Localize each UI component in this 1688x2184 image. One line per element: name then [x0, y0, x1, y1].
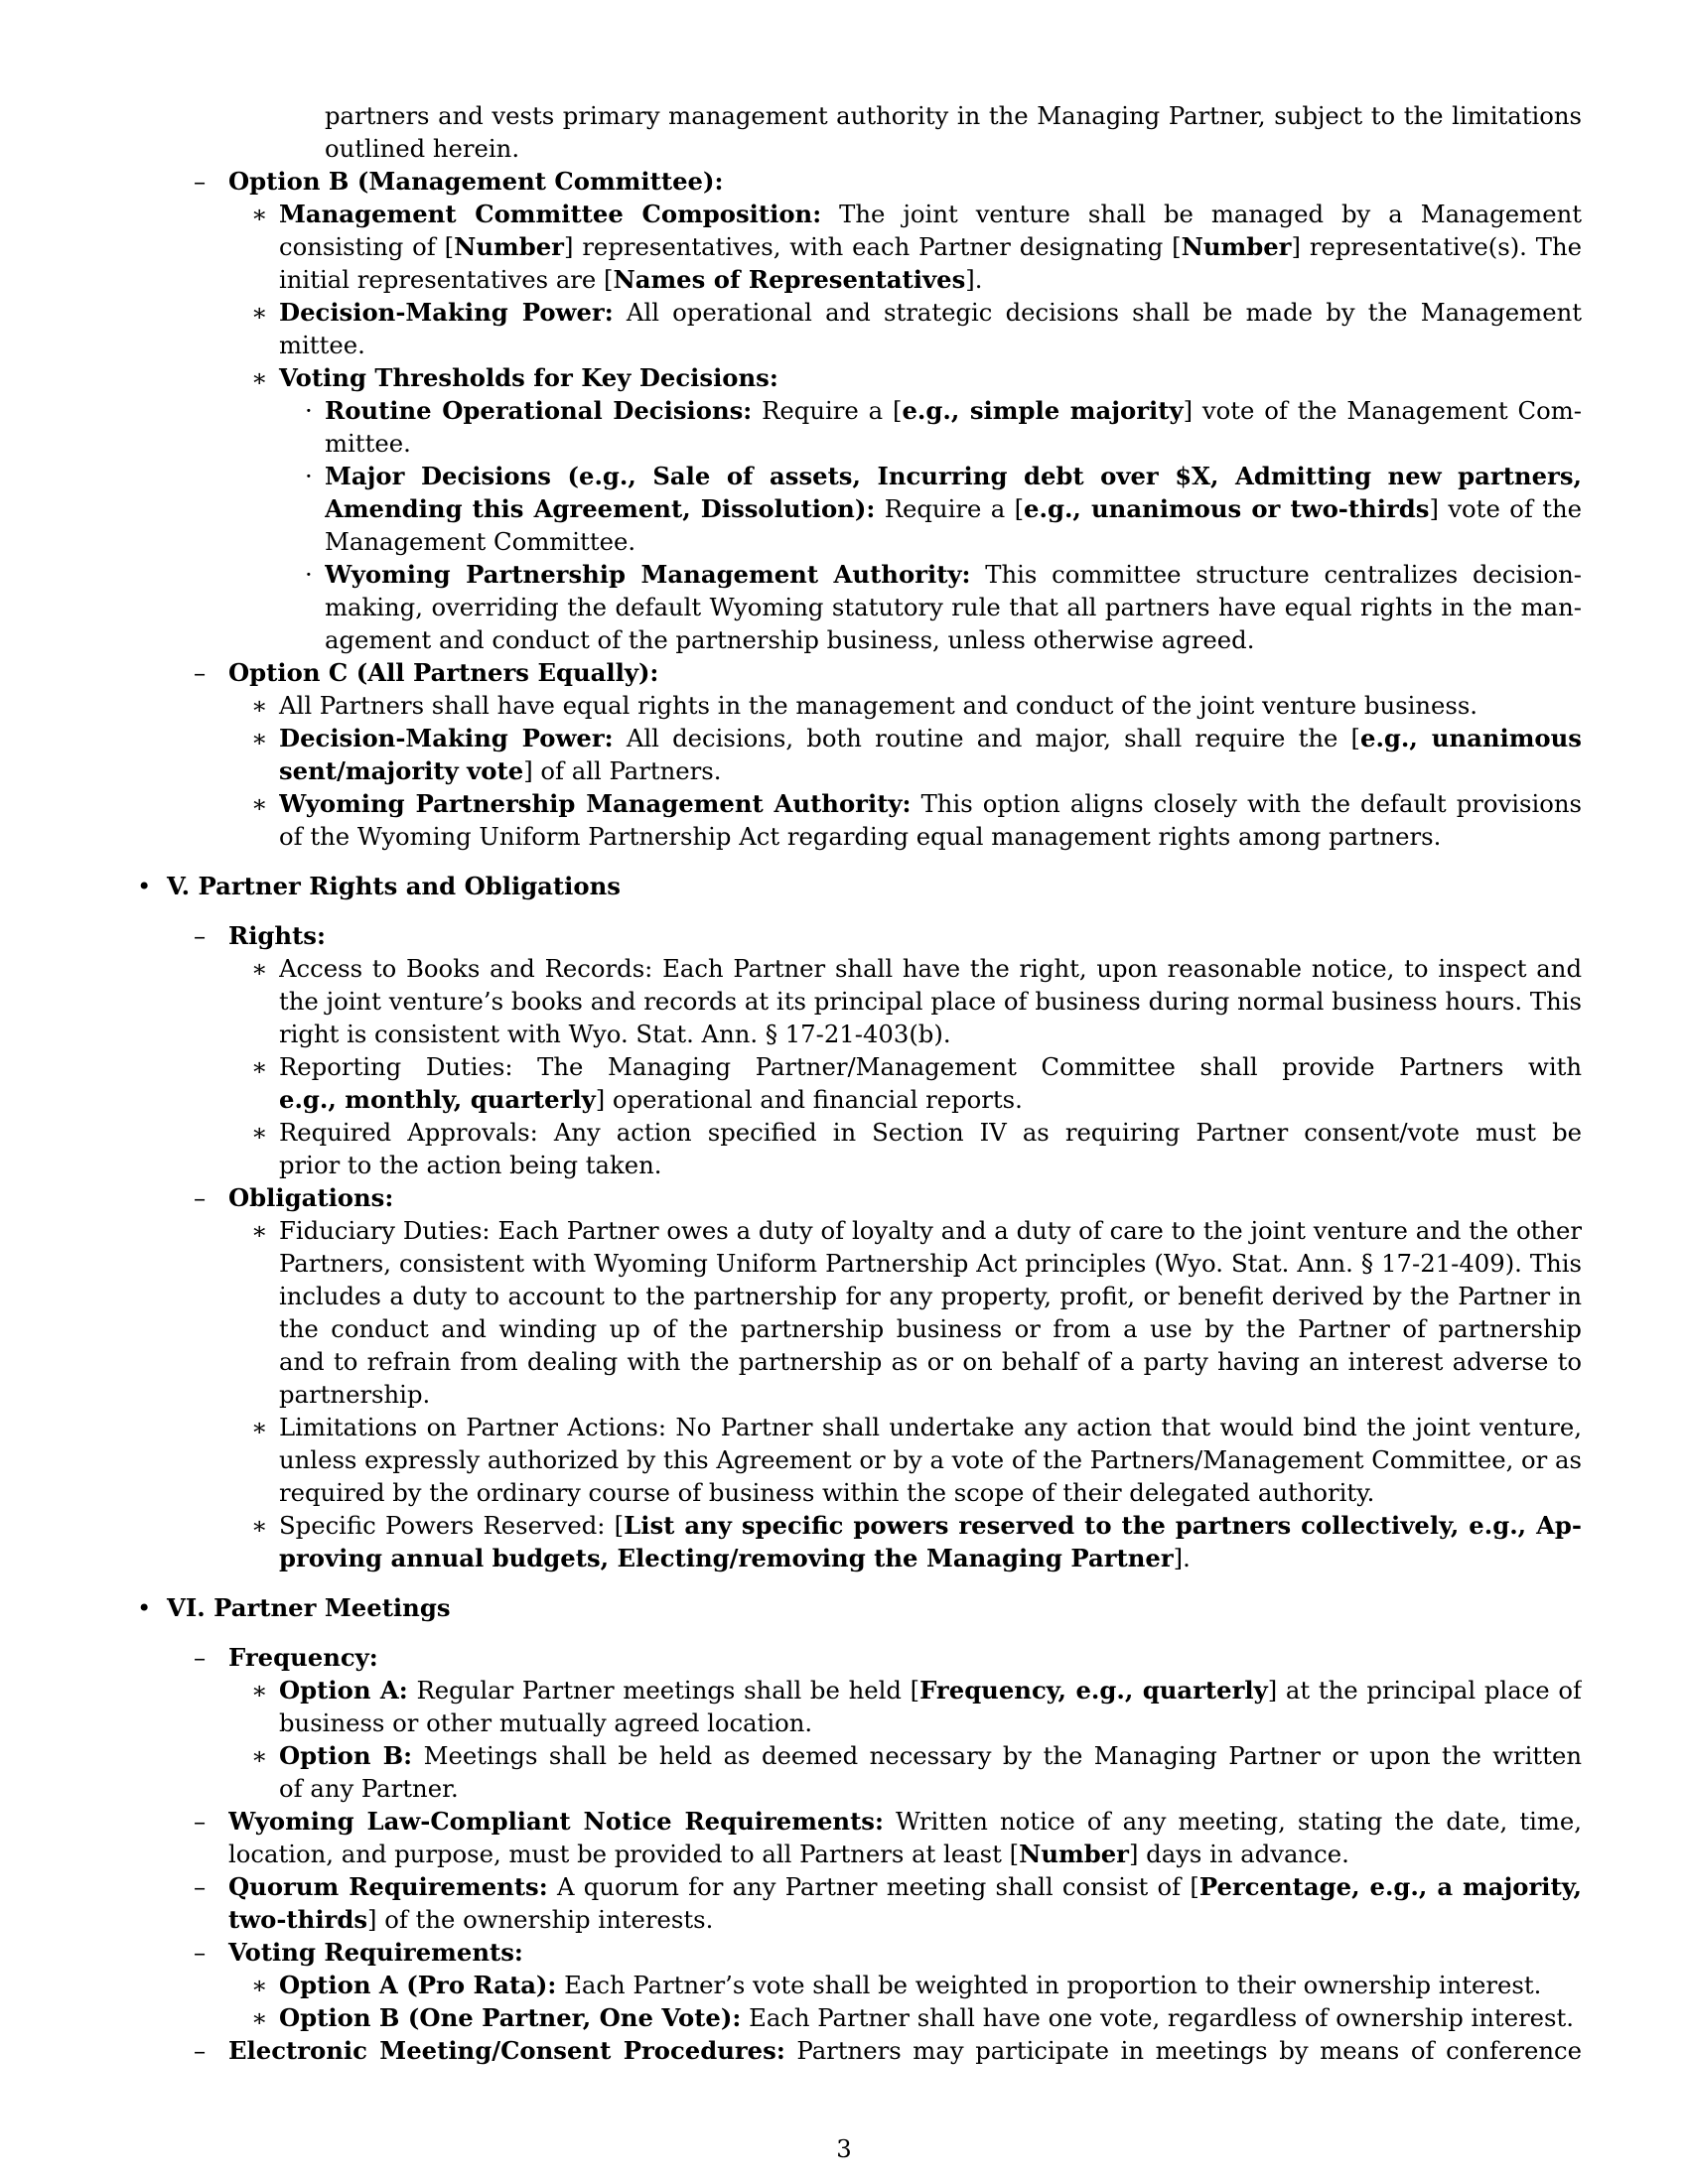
page-number: 3	[836, 2134, 852, 2163]
text-run: ].	[1173, 1544, 1191, 1572]
bold-run: Frequency, e.g., quarterly	[919, 1676, 1268, 1705]
text-line	[279, 1411, 1582, 1443]
bold-run: proving annual budgets, Electing/removing the Managing Partner	[279, 1544, 1174, 1572]
bold-run: Option B (Management Committee):	[228, 167, 724, 196]
bold-run: Voting Thresholds for Key Decisions:	[279, 363, 778, 392]
text-run: outlined herein.	[325, 134, 520, 163]
text-line	[279, 361, 778, 394]
dash-marker: –	[194, 167, 207, 196]
text-line	[279, 722, 1582, 754]
text-run: mittee.	[279, 331, 365, 359]
asterisk-marker: ∗	[251, 1676, 268, 1705]
asterisk-marker: ∗	[251, 363, 268, 392]
text-run: of the Wyoming Uniform Partnership Act regarding equal management rights among partners.	[279, 822, 1442, 851]
text-run: All operational and strategic decisions shall be made by the Management	[626, 298, 1582, 327]
text-line	[325, 492, 1582, 525]
bold-run: Decision-Making Power:	[279, 298, 614, 327]
text-run: agement and conduct of the partnership business, unless otherwise agreed.	[325, 625, 1255, 654]
text-line	[279, 263, 982, 296]
text-line	[279, 1706, 812, 1739]
section-heading	[167, 1591, 451, 1624]
asterisk-marker: ∗	[251, 1216, 268, 1245]
text-run: Fiduciary Duties: Each Partner owes a duty of loyalty and a duty of care to the joint venture and the other	[279, 1216, 1582, 1245]
text-line	[228, 1903, 713, 1936]
asterisk-marker: ∗	[251, 954, 268, 983]
text-line	[325, 591, 1582, 623]
bold-run: VI. Partner Meetings	[167, 1593, 451, 1622]
text-line	[279, 1018, 951, 1050]
text-run: of any Partner.	[279, 1774, 459, 1803]
text-line	[279, 1476, 1374, 1509]
text-line	[325, 558, 1582, 591]
text-line	[279, 1312, 1582, 1345]
text-line	[228, 1838, 1349, 1870]
text-line	[279, 1247, 1582, 1280]
text-run: The joint venture shall be managed by a Management	[839, 200, 1582, 228]
text-run: This option aligns closely with the default provisions	[911, 789, 1582, 818]
text-line	[228, 1805, 1582, 1838]
text-run: Written notice of any meeting, stating the date, time,	[883, 1807, 1582, 1836]
text-run: Regular Partner meetings shall be held [	[407, 1676, 920, 1705]
bold-run: e.g., monthly, quarterly	[279, 1085, 596, 1114]
text-run: prior to the action being taken.	[279, 1151, 662, 1179]
section-heading	[167, 870, 621, 902]
bold-run: sent/majority vote	[279, 756, 524, 785]
text-run: A quorum for any Partner meeting shall consist of [	[547, 1872, 1199, 1901]
text-line	[279, 1083, 1023, 1116]
text-line	[279, 2001, 1574, 2034]
bold-run: Decision-Making Power:	[279, 724, 614, 752]
bold-run: Option B (One Partner, One Vote):	[279, 2003, 742, 2032]
asterisk-marker: ∗	[251, 1741, 268, 1770]
text-run: making, overriding the default Wyoming statutory rule that all partners have equal rights in the man-	[325, 593, 1582, 621]
text-run: partners and vests primary management authority in the Managing Partner, subject to the limitations	[325, 101, 1582, 130]
text-line	[279, 689, 1477, 722]
text-run: ].	[965, 265, 983, 294]
text-run: right is consistent with Wyo. Stat. Ann. § 17-21-403(b).	[279, 1020, 951, 1048]
asterisk-marker: ∗	[251, 1511, 268, 1540]
text-line	[325, 427, 411, 460]
dash-marker: –	[194, 1938, 207, 1967]
text-line	[279, 1542, 1191, 1574]
text-line	[279, 787, 1582, 820]
text-line	[228, 919, 326, 952]
dash-marker: –	[194, 2036, 207, 2065]
text-line	[279, 1116, 1582, 1149]
asterisk-marker: ∗	[251, 1413, 268, 1441]
bold-run: two-thirds	[228, 1905, 368, 1934]
bold-run: Quorum Requirements:	[228, 1872, 548, 1901]
text-line	[228, 656, 658, 689]
text-line	[279, 1280, 1582, 1312]
text-line	[279, 1509, 1582, 1542]
bold-run: Number	[1181, 232, 1292, 261]
dash-marker: –	[194, 1183, 207, 1212]
text-line	[279, 1772, 459, 1805]
text-line	[279, 198, 1582, 230]
text-run: required by the ordinary course of business within the scope of their delegated authority.	[279, 1478, 1375, 1507]
text-line	[228, 165, 723, 198]
text-run: initial representatives are [	[279, 265, 614, 294]
text-line	[325, 394, 1582, 427]
bold-run: Amending this Agreement, Dissolution):	[325, 494, 876, 523]
text-run: Partners may participate in meetings by means of conference	[784, 2036, 1582, 2065]
bold-run: Names of Representatives	[613, 265, 966, 294]
dot-marker: ·	[305, 462, 313, 490]
text-line	[279, 1443, 1582, 1476]
asterisk-marker: ∗	[251, 1052, 268, 1081]
text-line	[279, 1050, 1582, 1083]
text-line	[279, 754, 721, 787]
text-line	[325, 525, 635, 558]
bold-run: List any specific powers reserved to the partners collectively, e.g., Ap-	[624, 1511, 1582, 1540]
asterisk-marker: ∗	[251, 298, 268, 327]
text-line	[279, 1214, 1582, 1247]
text-run: Management Committee.	[325, 527, 636, 556]
text-run: All decisions, both routine and major, shall require the [	[613, 724, 1361, 752]
bold-run: Wyoming Law-Compliant Notice Requirements:	[228, 1807, 884, 1836]
text-run: location, and purpose, must be provided to all Partners at least [	[228, 1840, 1020, 1868]
asterisk-marker: ∗	[251, 724, 268, 752]
text-run: ] representatives, with each Partner designating [	[563, 232, 1182, 261]
text-line	[325, 99, 1582, 132]
text-run: Limitations on Partner Actions: No Partner shall undertake any action that would bind the joint venture,	[279, 1413, 1582, 1441]
text-line	[279, 1969, 1541, 2001]
text-line	[228, 1870, 1582, 1903]
bullet-icon: •	[137, 872, 152, 900]
text-line	[279, 1149, 662, 1181]
text-run: ] of all Partners.	[523, 756, 722, 785]
text-line	[279, 329, 365, 361]
asterisk-marker: ∗	[251, 789, 268, 818]
text-line	[279, 820, 1441, 853]
text-line	[228, 1181, 393, 1214]
bold-run: e.g., unanimous or two-thirds	[1024, 494, 1430, 523]
text-run: the conduct and winding up of the partnership business or from a use by the Partner of partnership	[279, 1314, 1582, 1343]
text-run: This committee structure centralizes decision-	[970, 560, 1582, 589]
text-line	[279, 1345, 1582, 1378]
bold-run: Option C (All Partners Equally):	[228, 658, 659, 687]
bold-run: Voting Requirements:	[228, 1938, 523, 1967]
text-run: Require a [	[875, 494, 1025, 523]
dash-marker: –	[194, 921, 207, 950]
text-run: includes a duty to account to the partnership for any property, profit, or benefit derived by the Partner in	[279, 1282, 1582, 1310]
text-run: Reporting Duties: The Managing Partner/Management Committee shall provide Partners with	[279, 1052, 1582, 1081]
bold-run: Number	[1019, 1840, 1129, 1868]
text-run: ] of the ownership interests.	[367, 1905, 714, 1934]
text-line	[325, 623, 1254, 656]
text-line	[279, 1674, 1582, 1706]
dash-marker: –	[194, 1807, 207, 1836]
bullet-icon: •	[137, 1593, 152, 1622]
bold-run: Electronic Meeting/Consent Procedures:	[228, 2036, 785, 2065]
text-run: unless expressly authorized by this Agreement or by a vote of the Partners/Management Committee, or as	[279, 1445, 1582, 1474]
bold-run: Option A (Pro Rata):	[279, 1971, 557, 1999]
bold-run: V. Partner Rights and Obligations	[167, 872, 621, 900]
dash-marker: –	[194, 1643, 207, 1672]
dash-marker: –	[194, 658, 207, 687]
text-run: Partners, consistent with Wyoming Uniform Partnership Act principles (Wyo. Stat. Ann. § 17-21-409). This	[279, 1249, 1582, 1278]
text-line	[279, 1739, 1582, 1772]
text-run: and to refrain from dealing with the partnership as or on behalf of a party having an interest adverse to	[279, 1347, 1582, 1376]
text-run: ] vote of the	[1429, 494, 1582, 523]
bold-run: Wyoming Partnership Management Authority:	[325, 560, 971, 589]
text-run: business or other mutually agreed location.	[279, 1708, 813, 1737]
asterisk-marker: ∗	[251, 1971, 268, 1999]
bold-run: e.g., unanimous	[1360, 724, 1582, 752]
dash-marker: –	[194, 1872, 207, 1901]
bold-run: Management Committee Composition:	[279, 200, 822, 228]
text-run: All Partners shall have equal rights in the management and conduct of the joint venture business.	[279, 691, 1478, 720]
text-line	[279, 985, 1582, 1018]
text-line	[279, 230, 1582, 263]
text-run: Meetings shall be held as deemed necessary by the Managing Partner or upon the written	[423, 1741, 1582, 1770]
text-run: Specific Powers Reserved: [	[279, 1511, 625, 1540]
asterisk-marker: ∗	[251, 691, 268, 720]
bold-run: Number	[454, 232, 564, 261]
text-run: ] at the principal place of	[1267, 1676, 1582, 1705]
text-line	[228, 1936, 523, 1969]
text-run: ] days in advance.	[1128, 1840, 1349, 1868]
text-run: ] representative(s). The	[1291, 232, 1582, 261]
text-line	[228, 2034, 1582, 2067]
text-run: partnership.	[279, 1380, 431, 1409]
text-line	[279, 1378, 430, 1411]
bold-run: Wyoming Partnership Management Authority:	[279, 789, 912, 818]
text-line	[279, 952, 1582, 985]
dot-marker: ·	[305, 396, 313, 425]
text-run: ] vote of the Management Com-	[1183, 396, 1582, 425]
bold-run: Rights:	[228, 921, 326, 950]
text-run: Each Partner shall have one vote, regardless of ownership interest.	[741, 2003, 1575, 2032]
bold-run: e.g., simple majority	[902, 396, 1184, 425]
text-line	[325, 460, 1582, 492]
text-run: Access to Books and Records: Each Partner shall have the right, upon reasonable notice, to inspect and	[279, 954, 1582, 983]
bold-run: Obligations:	[228, 1183, 394, 1212]
text-run: the joint venture’s books and records at its principal place of business during normal business hours. This	[279, 987, 1582, 1016]
text-run: Each Partner’s vote shall be weighted in proportion to their ownership interest.	[556, 1971, 1542, 1999]
bold-run: Percentage, e.g., a majority,	[1198, 1872, 1582, 1901]
bold-run: Option B:	[279, 1741, 413, 1770]
text-run: Required Approvals: Any action specified in Section IV as requiring Partner consent/vote must be	[279, 1118, 1582, 1147]
asterisk-marker: ∗	[251, 2003, 268, 2032]
text-line	[228, 1641, 378, 1674]
dot-marker: ·	[305, 560, 313, 589]
text-run: mittee.	[325, 429, 411, 458]
asterisk-marker: ∗	[251, 1118, 268, 1147]
text-line	[279, 296, 1582, 329]
text-run: consisting of [	[279, 232, 455, 261]
bold-run: Option A:	[279, 1676, 408, 1705]
bold-run: Major Decisions (e.g., Sale of assets, Incurring debt over $X, Admitting new partners,	[325, 462, 1582, 490]
text-run: ] operational and financial reports.	[595, 1085, 1023, 1114]
asterisk-marker: ∗	[251, 200, 268, 228]
bold-run: Frequency:	[228, 1643, 378, 1672]
text-line	[325, 132, 519, 165]
text-run: Require a [	[752, 396, 903, 425]
bold-run: Routine Operational Decisions:	[325, 396, 753, 425]
